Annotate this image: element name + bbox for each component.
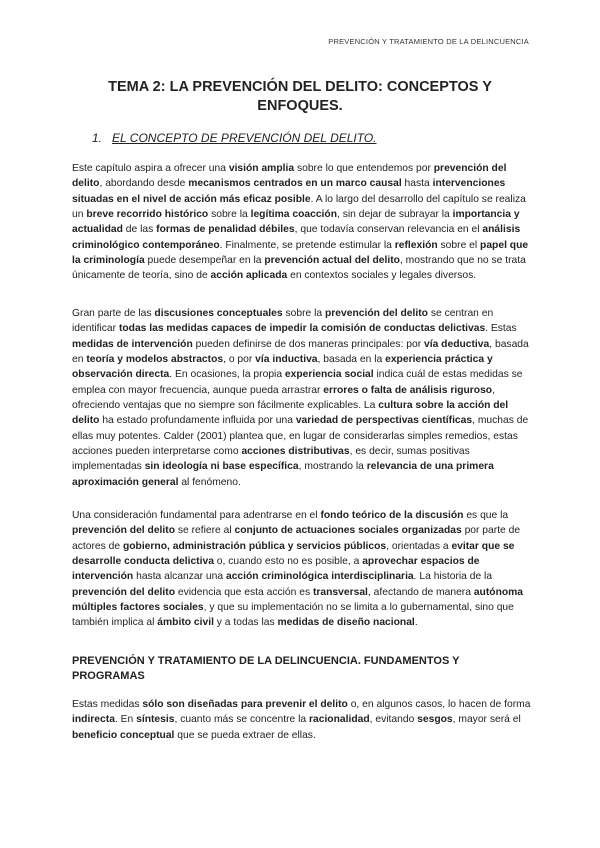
text-run: , ofreciendo ventajas que no siempre son fácilmente explicables. La: [72, 384, 495, 412]
text-run: , mayor será el: [452, 714, 521, 726]
bold-text-run: formas de penalidad débiles: [156, 224, 295, 236]
text-run: . Estas: [485, 323, 517, 335]
bold-text-run: acción aplicada: [210, 270, 288, 282]
bold-text-run: experiencia práctica y observación directa: [72, 354, 493, 381]
text-run: , que todavía conservan relevancia en el: [294, 224, 483, 236]
text-run: , mostrando la: [298, 461, 367, 473]
text-run: por parte de actores de: [72, 525, 521, 552]
text-run: en contextos sociales y legales diversos.: [287, 270, 477, 282]
text-run: , y que su implementación no se limita a lo gubernamental, sino que también implica al: [72, 602, 514, 629]
bold-text-run: prevención del delito: [72, 525, 175, 537]
text-run: , es decir, sumas positivas implementadas: [72, 446, 470, 473]
text-run: Estas medidas: [72, 699, 143, 710]
text-run: Una consideración fundamental para adentrarse en el: [72, 510, 321, 521]
bold-text-run: breve recorrido histórico: [86, 209, 209, 221]
text-run: , basada en: [72, 338, 529, 366]
text-run: . En ocasiones, la propia: [169, 369, 285, 381]
text-run: es que la: [463, 510, 509, 521]
bold-text-run: errores o falta de análisis riguroso: [323, 384, 493, 396]
bold-text-run: acción criminológica interdisciplinaria: [225, 571, 414, 583]
text-run: hasta alcanzar una: [133, 571, 226, 583]
bold-text-run: sesgos: [417, 714, 453, 726]
bold-text-run: discusiones conceptuales: [154, 308, 283, 319]
text-run: o, cuando esto no es posible, a: [213, 556, 363, 568]
bold-text-run: importancia y actualidad: [72, 209, 520, 236]
bold-text-run: sólo son diseñadas para prevenir el delito: [142, 699, 348, 710]
bold-text-run: fondo teórico de la discusión: [320, 510, 464, 521]
paragraph-3: [72, 508, 532, 631]
bold-text-run: autónoma múltiples factores sociales: [72, 586, 524, 614]
bold-text-run: cultura sobre la acción del delito: [72, 400, 509, 427]
bold-text-run: intervenciones situadas en el nivel de acción más eficaz posible: [72, 178, 506, 205]
bold-text-run: relevancia de una primera aproximación general: [72, 461, 494, 488]
bold-text-run: conjunto de actuaciones sociales organizadas: [234, 525, 462, 537]
section-heading: [92, 131, 377, 145]
bold-text-run: sin ideología ni base específica: [144, 461, 299, 473]
bold-text-run: prevención del delito: [72, 163, 507, 190]
text-run: Este capítulo aspira a ofrecer una: [72, 163, 229, 174]
text-run: hasta: [401, 178, 433, 190]
paragraph-1: [72, 161, 532, 284]
running-header: PREVENCIÓN Y TRATAMIENTO DE LA DELINCUENCIA: [328, 37, 529, 46]
text-run: , cuanto más se concentre la: [174, 714, 309, 726]
text-run: que se pueda extraer de ellas.: [174, 729, 316, 741]
bold-text-run: ámbito civil: [157, 617, 214, 629]
text-run: de las: [122, 224, 157, 236]
text-run: , orientadas a: [386, 540, 452, 552]
text-run: y a todas las: [213, 617, 278, 629]
bold-text-run: beneficio conceptual: [72, 729, 175, 741]
bold-text-run: mecanismos centrados en un marco causal: [188, 178, 402, 190]
bold-text-run: medidas de diseño nacional: [277, 617, 415, 629]
text-run: . En: [114, 714, 137, 726]
bold-text-run: todas las medidas capaces de impedir la comisión de conductas delictivas: [118, 323, 486, 335]
bold-text-run: papel que la criminología: [72, 239, 529, 267]
text-run: evidencia que esta acción es: [175, 586, 313, 598]
text-run: , basada en la: [317, 354, 386, 366]
text-run: se refiere al: [175, 525, 235, 537]
text-run: . La historia de la: [413, 571, 493, 583]
bold-text-run: experiencia social: [284, 369, 374, 381]
text-run: , abordando desde: [99, 178, 189, 190]
bold-text-run: medidas de intervención: [72, 338, 193, 350]
paragraph-2: [72, 306, 532, 490]
bold-text-run: evitar que se desarrolle conducta delictiva: [72, 540, 515, 568]
bold-text-run: indirecta: [72, 714, 115, 726]
bold-text-run: reflexión: [394, 239, 438, 251]
bold-text-run: análisis criminológico contemporáneo: [72, 224, 521, 251]
bold-text-run: legítima coacción: [250, 209, 337, 221]
bold-text-run: prevención del delito: [72, 586, 175, 598]
text-run: , sin dejar de subrayar la: [337, 209, 453, 221]
text-run: , mostrando que no se trata únicamente de teoría, sino de: [72, 255, 526, 282]
bold-text-run: prevención del delito: [324, 308, 428, 319]
bold-text-run: vía deductiva: [424, 338, 490, 350]
text-run: Gran parte de las: [72, 308, 155, 319]
text-run: . Finalmente, se pretende estimular la: [219, 239, 395, 251]
text-run: , muchas de ellas muy potentes. Calder (2001) plantea que, en lugar de considerarlas simples remedios, estas acciones pueden interpretarse como: [72, 415, 529, 458]
bold-text-run: racionalidad: [308, 714, 370, 726]
bold-text-run: prevención actual del delito: [264, 255, 400, 267]
text-run: sobre la: [282, 308, 325, 319]
section-heading-text: EL CONCEPTO DE PREVENCIÓN DEL DELITO.: [112, 131, 377, 145]
text-run: o, en algunos casos, lo hacen de forma: [347, 699, 531, 710]
bold-text-run: acciones distributivas: [241, 446, 350, 458]
section-number: 1.: [92, 131, 103, 145]
bold-text-run: síntesis: [136, 714, 175, 726]
text-run: ha estado profundamente influida por una: [99, 415, 296, 427]
text-run: puede desempeñar en la: [144, 255, 265, 267]
text-run: indica cuál de estas medidas se emplea con mayor frecuencia, aunque pueda arrastrar: [72, 369, 523, 396]
bold-text-run: variedad de perspectivas científicas: [295, 415, 473, 427]
text-run: sobre la: [208, 209, 251, 221]
bold-text-run: teoría y modelos abstractos: [86, 354, 224, 366]
bold-text-run: visión amplia: [228, 163, 295, 174]
paragraph-4: [72, 697, 532, 743]
text-run: al fenómeno.: [178, 476, 241, 488]
bold-text-run: gobierno, administración pública y servicios públicos: [122, 540, 387, 552]
text-run: sobre lo que entendemos por: [294, 163, 434, 174]
text-run: , evitando: [369, 714, 418, 726]
text-run: , afectando de manera: [367, 586, 474, 598]
page-title: TEMA 2: LA PREVENCIÓN DEL DELITO: CONCEPTOS Y ENFOQUES.: [108, 79, 492, 114]
text-run: .: [414, 617, 418, 629]
text-run: . A lo largo del desarrollo del capítulo se realiza un: [72, 193, 526, 221]
bold-text-run: vía inductiva: [255, 354, 318, 366]
text-run: sobre el: [437, 239, 481, 251]
bold-text-run: aprovechar espacios de intervención: [72, 556, 480, 583]
subheading: PREVENCIÓN Y TRATAMIENTO DE LA DELINCUENCIA. FUNDAMENTOS Y PROGRAMAS: [72, 655, 460, 682]
text-run: pueden definirse de dos maneras principales: por: [192, 338, 424, 350]
text-run: se centran en identificar: [72, 308, 494, 335]
bold-text-run: transversal: [312, 586, 368, 598]
text-run: , o por: [223, 354, 256, 366]
